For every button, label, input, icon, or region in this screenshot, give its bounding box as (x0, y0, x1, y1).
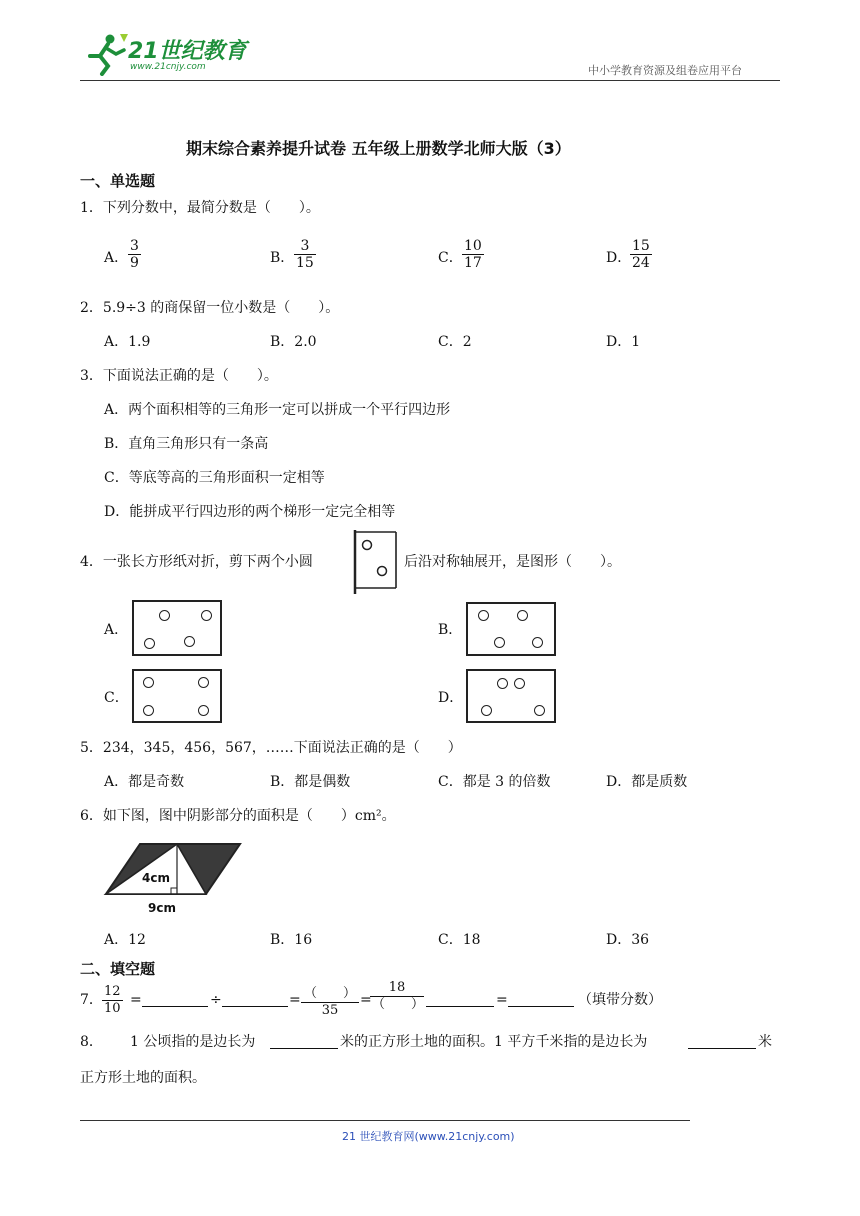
q2-option-a: A．1.9 (104, 334, 151, 350)
q2-option-d: D．1 (606, 334, 641, 350)
q7-fraction-12-10: $\frac{12}{10}$ (104, 984, 121, 1016)
q6-option-a: A．12 (104, 932, 146, 948)
q5-stem: 5．234，345，456，567，……下面说法正确的是（ ） (80, 740, 462, 756)
q1-option-b-label: B． (270, 250, 295, 266)
q4-stem-part1: 4．一张长方形纸对折，剪下两个小圆 (80, 554, 313, 570)
q7-blank-3[interactable] (426, 992, 494, 1011)
q3-option-b: B．直角三角形只有一条高 (104, 436, 269, 452)
circle-mark (494, 637, 505, 648)
q7-tail-note: （填带分数） (578, 992, 662, 1008)
q3-option-d: D．能拼成平行四边形的两个梯形一定完全相等 (104, 504, 396, 520)
q4-option-a-label: A． (104, 622, 129, 638)
q1-option-d-fraction: $\frac{15}{24}$ (632, 238, 650, 271)
q4-option-d-figure (466, 669, 556, 723)
q3-stem: 3．下面说法正确的是（ ）。 (80, 368, 278, 384)
q3-option-a: A．两个面积相等的三角形一定可以拼成一个平行四边形 (104, 402, 451, 418)
q5-option-b: B．都是偶数 (270, 774, 351, 790)
header-logo (80, 32, 250, 76)
q1-option-d-label: D． (606, 250, 632, 266)
q1-option-c-fraction: $\frac{10}{17}$ (464, 238, 482, 271)
q1-stem: 1．下列分数中，最简分数是（ ）。 (80, 200, 320, 216)
q6-option-c: C．18 (438, 932, 481, 948)
q8-blank-2[interactable] (688, 1034, 756, 1053)
circle-mark (144, 638, 155, 649)
q7-equals-3: = (360, 992, 372, 1008)
q2-option-c: C．2 (438, 334, 472, 350)
q8-part2: 米的正方形土地的面积。1 平方千米指的是边长为 (340, 1034, 648, 1050)
q6-height-label: 4cm (142, 871, 170, 885)
q5-option-c: C．都是 3 的倍数 (438, 774, 551, 790)
q1-option-c-label: C． (438, 250, 463, 266)
q1-option-b-fraction: $\frac{3}{15}$ (296, 238, 314, 271)
q4-option-d-label: D． (438, 690, 464, 706)
circle-mark (534, 705, 545, 716)
q2-option-b: B．2.0 (270, 334, 317, 350)
circle-mark (497, 678, 508, 689)
q7-label: 7． (80, 992, 103, 1008)
q6-option-b: B．16 (270, 932, 313, 948)
q1-option-a-label: A． (104, 250, 129, 266)
q7-equals-4: = (496, 992, 508, 1008)
section-heading-single-choice: 一、单选题 (80, 172, 156, 190)
q4-option-b-label: B． (438, 622, 463, 638)
circle-mark (143, 705, 154, 716)
circle-mark (184, 636, 195, 647)
logo-url: www.21cnjy.com (130, 62, 206, 72)
q1-option-a-fraction: $\frac{3}{9}$ (130, 238, 139, 271)
circle-mark (201, 610, 212, 621)
q4-option-a-figure (132, 600, 222, 656)
logo-text: 21世纪教育 (128, 39, 247, 64)
q8-part1: 1 公顷指的是边长为 (130, 1034, 256, 1050)
circle-mark (514, 678, 525, 689)
section-heading-fill-in: 二、填空题 (80, 960, 156, 978)
q7-blank-2[interactable] (222, 992, 288, 1011)
q4-stem-part2: 后沿对称轴展开，是图形（ ）。 (404, 554, 621, 570)
circle-mark (198, 677, 209, 688)
q6-option-d: D．36 (606, 932, 650, 948)
q8-blank-1[interactable] (270, 1034, 338, 1053)
q7-blank-1[interactable] (142, 992, 208, 1011)
q4-option-c-figure (132, 669, 222, 723)
q8-part3: 米 (758, 1034, 772, 1050)
page-title: 期末综合素养提升试卷 五年级上册数学北师大版（3） (186, 139, 571, 158)
circle-mark (532, 637, 543, 648)
circle-mark (159, 610, 170, 621)
q6-stem: 6．如下图，图中阴影部分的面积是（ ）cm²。 (80, 808, 396, 824)
q4-folded-paper-figure (352, 528, 398, 596)
header-rule (80, 80, 780, 81)
q8-label: 8． (80, 1034, 103, 1050)
q3-option-c: C．等底等高的三角形面积一定相等 (104, 470, 325, 486)
footer-rule (80, 1120, 690, 1121)
q7-fraction-18-blank[interactable]: 18 （ ） (372, 980, 425, 1012)
circle-mark (481, 705, 492, 716)
circle-mark (478, 610, 489, 621)
footer-text[interactable]: 21 世纪教育网(www.21cnjy.com) (342, 1130, 515, 1143)
header-platform-text: 中小学教育资源及组卷应用平台 (588, 64, 742, 77)
circle-mark (143, 677, 154, 688)
q5-option-a: A．都是奇数 (104, 774, 185, 790)
q7-fraction-blank-35[interactable]: （ ） 35 (301, 986, 359, 1019)
circle-mark (198, 705, 209, 716)
q7-equals-2: = (289, 992, 301, 1008)
runner-logo-icon (80, 32, 130, 76)
circle-mark (517, 610, 528, 621)
q7-blank-4[interactable] (508, 992, 574, 1011)
q2-stem: 2．5.9÷3 的商保留一位小数是（ ）。 (80, 300, 340, 316)
q6-base-label: 9cm (148, 901, 176, 915)
q7-divide-sign: ÷ (210, 992, 222, 1008)
q6-parallelogram-figure (102, 840, 242, 916)
q8-line2: 正方形土地的面积。 (80, 1070, 206, 1086)
q4-option-b-figure (466, 602, 556, 656)
q7-equals-1: = (130, 992, 142, 1008)
q4-option-c-label: C． (104, 690, 129, 706)
q5-option-d: D．都是质数 (606, 774, 688, 790)
